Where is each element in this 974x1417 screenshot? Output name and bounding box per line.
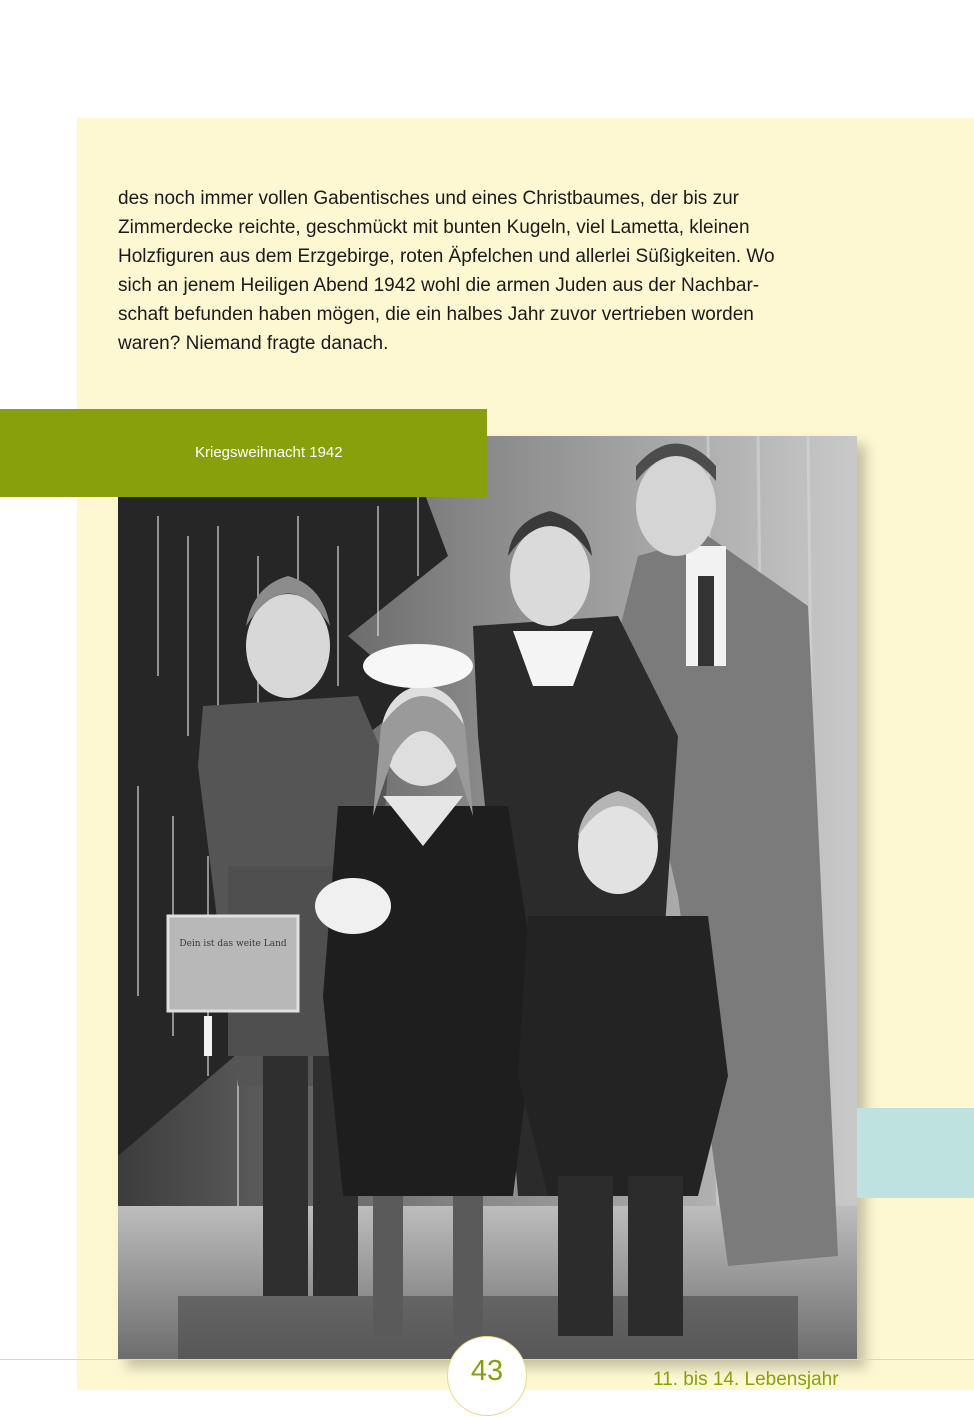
book-cover-text: Dein ist das weite Land — [179, 939, 287, 949]
photo-caption: Kriegsweihnacht 1942 — [195, 444, 343, 461]
body-line: waren? Niemand fragte danach. — [118, 333, 389, 354]
page-number: 43 — [470, 1355, 504, 1387]
decorative-teal-block — [857, 1108, 974, 1198]
body-line: des noch immer vollen Gabentisches und eines Christbaumes, der bis zur — [118, 188, 739, 209]
body-line: Zimmerdecke reichte, geschmückt mit bunten Kugeln, viel Lametta, kleinen — [118, 217, 750, 238]
body-line: Holzfiguren aus dem Erzgebirge, roten Äpfelchen und allerlei Süßigkeiten. Wo — [118, 246, 775, 267]
body-paragraph — [118, 184, 878, 358]
family-photo-illustration — [118, 436, 857, 1359]
body-line: schaft befunden haben mögen, die ein halbes Jahr zuvor vertrieben worden — [118, 304, 754, 325]
chapter-label: 11. bis 14. Lebensjahr — [653, 1369, 839, 1390]
family-photo — [118, 436, 857, 1359]
body-line: sich an jenem Heiligen Abend 1942 wohl die armen Juden aus der Nachbar- — [118, 275, 760, 296]
